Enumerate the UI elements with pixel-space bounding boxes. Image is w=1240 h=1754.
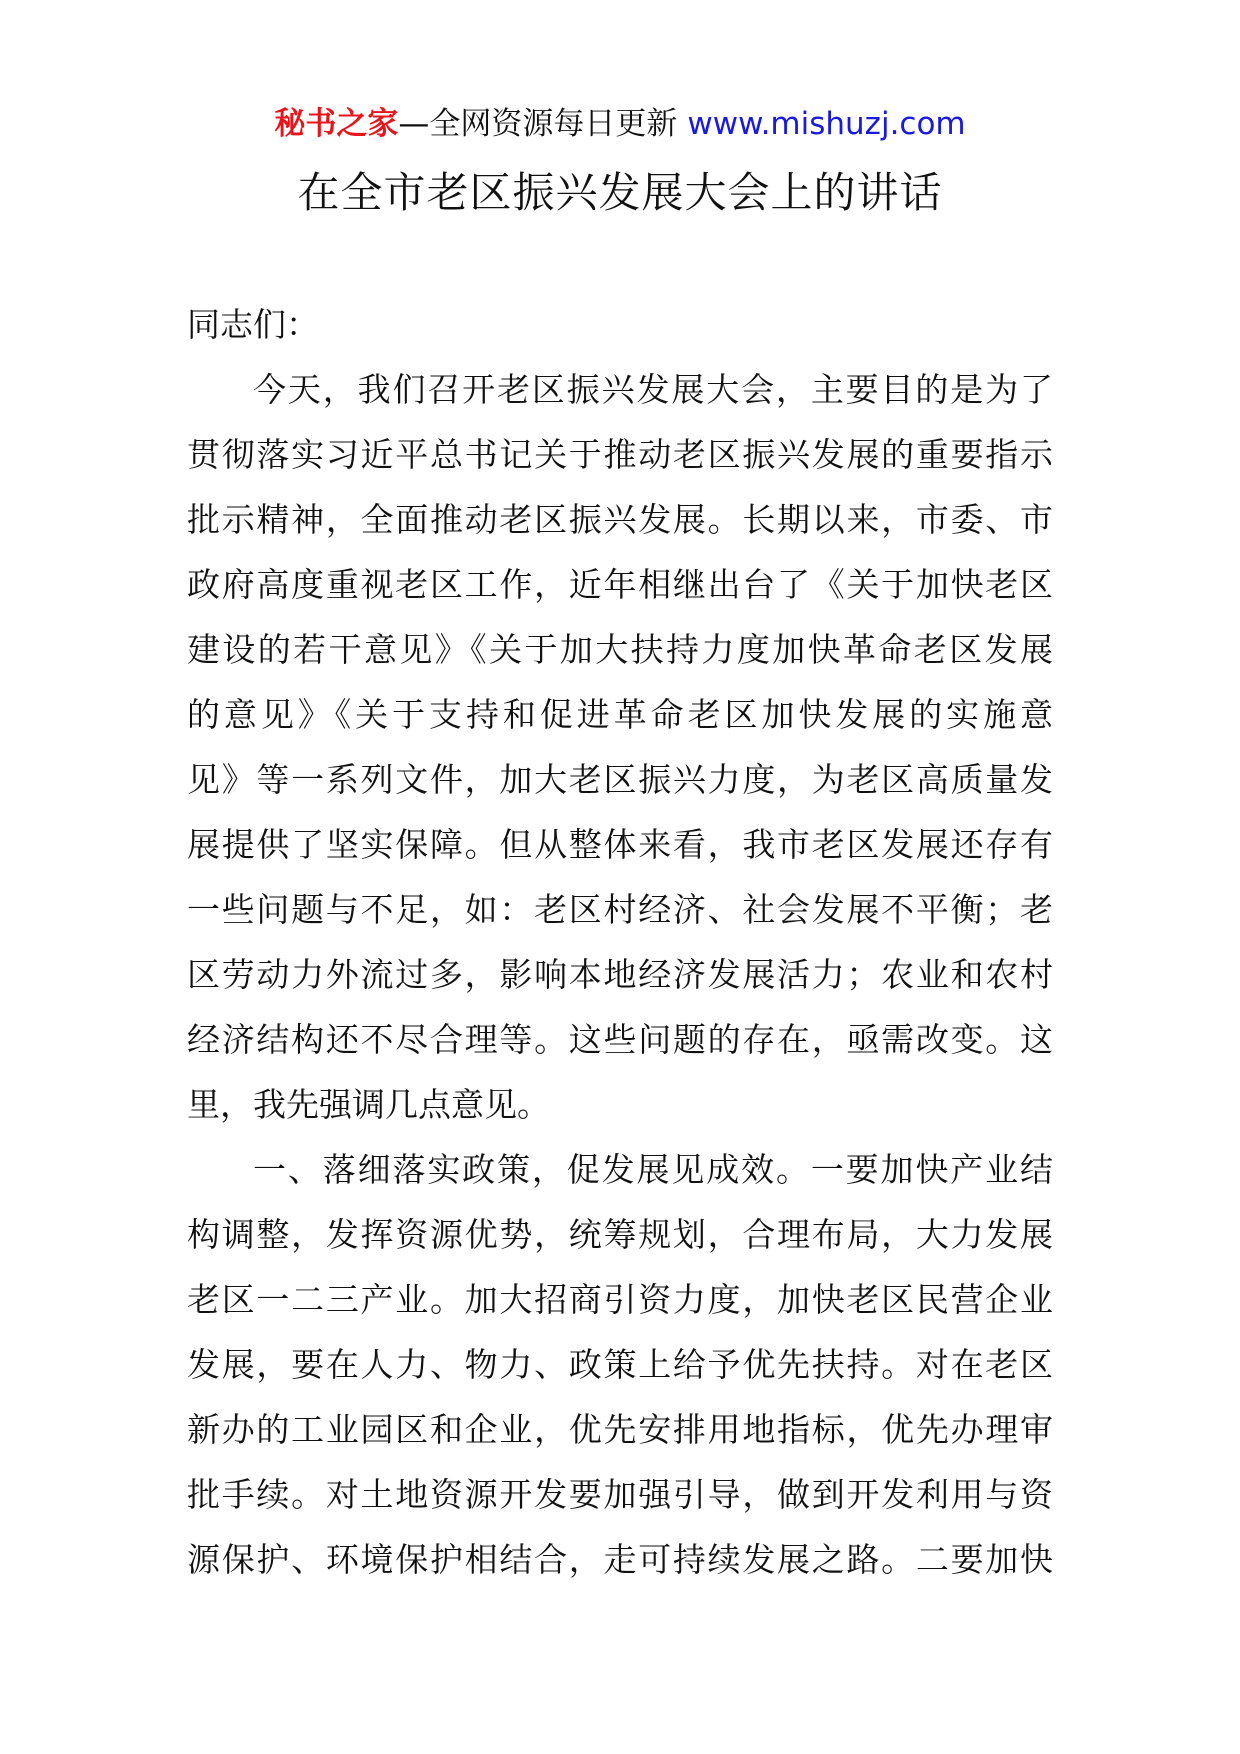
site-url-link[interactable]: www.mishuzj.com	[687, 106, 966, 142]
document-body	[187, 292, 1053, 1592]
paragraph-line: 展提供了坚实保障。但从整体来看，我市老区发展还存有	[187, 825, 1053, 864]
paragraph-line: 源保护、环境保护相结合，走可持续发展之路。二要加快	[187, 1540, 1053, 1579]
paragraph-line: 经济结构还不尽合理等。这些问题的存在，亟需改变。这	[187, 1020, 1053, 1059]
site-brand: 秘书之家	[274, 106, 399, 142]
paragraph-line: 批示精神，全面推动老区振兴发展。长期以来，市委、市	[187, 500, 1053, 539]
paragraph-line: 里，我先强调几点意见。	[187, 1085, 550, 1124]
document-title: 在全市老区振兴发展大会上的讲话	[297, 168, 943, 217]
paragraph-line: 新办的工业园区和企业，优先安排用地指标，优先办理审	[187, 1410, 1053, 1449]
paragraph-line: 政府高度重视老区工作，近年相继出台了《关于加快老区	[187, 565, 1053, 604]
paragraph-line: 建设的若干意见》《关于加大扶持力度加快革命老区发展	[187, 630, 1053, 669]
paragraph-line: 今天，我们召开老区振兴发展大会，主要目的是为了	[253, 370, 1053, 409]
paragraph-line: 见》等一系列文件，加大老区振兴力度，为老区高质量发	[187, 760, 1053, 799]
paragraph-line: 构调整，发挥资源优势，统筹规划，合理布局，大力发展	[187, 1215, 1053, 1254]
site-slogan: —全网资源每日更新	[398, 106, 678, 142]
paragraph-line: 发展，要在人力、物力、政策上给予优先扶持。对在老区	[187, 1345, 1053, 1384]
paragraph-line: 区劳动力外流过多，影响本地经济发展活力；农业和农村	[187, 955, 1053, 994]
paragraph-line: 贯彻落实习近平总书记关于推动老区振兴发展的重要指示	[187, 435, 1053, 474]
paragraph-line: 一、落细落实政策，促发展见成效。一要加快产业结	[253, 1150, 1053, 1189]
paragraph-line: 批手续。对土地资源开发要加强引导，做到开发利用与资	[187, 1475, 1053, 1514]
salutation: 同志们：	[187, 305, 319, 344]
paragraph-line: 一些问题与不足，如：老区村经济、社会发展不平衡；老	[187, 890, 1053, 929]
paragraph-line: 老区一二三产业。加大招商引资力度，加快老区民营企业	[187, 1280, 1053, 1319]
site-header	[0, 102, 1240, 146]
paragraph-line: 的意见》《关于支持和促进革命老区加快发展的实施意	[187, 695, 1053, 734]
